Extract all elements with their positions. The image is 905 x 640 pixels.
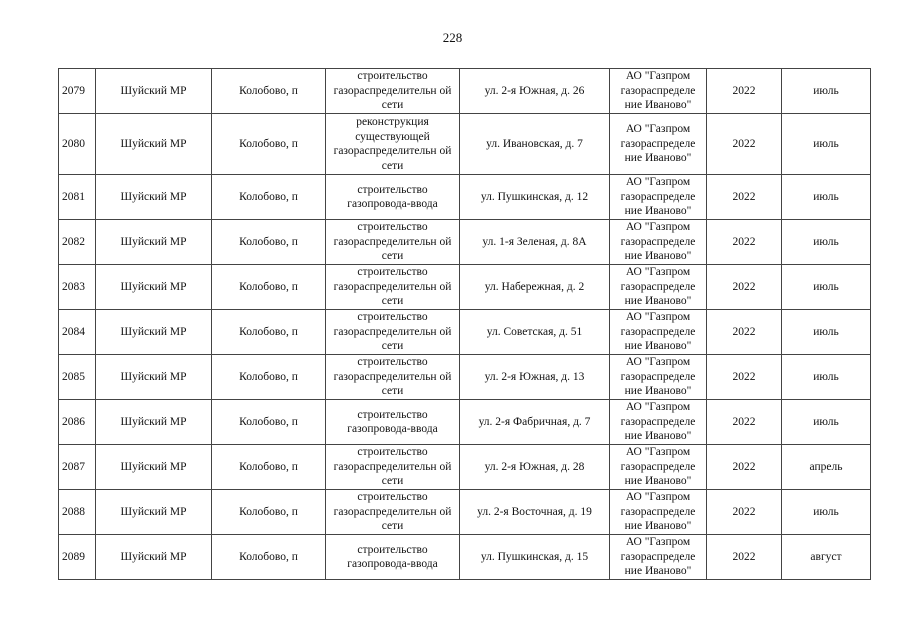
table-row (59, 220, 871, 265)
address-cell: ул. Пушкинская, д. 12 (460, 175, 610, 220)
work-type-cell: строительство газопровода-ввода (326, 400, 460, 445)
year-cell: 2022 (707, 220, 782, 265)
district-cell: Шуйский МР (96, 310, 212, 355)
organization-cell: АО "Газпром газораспределе ние Иваново" (610, 445, 707, 490)
work-type-cell: строительство газораспределительн ой сети (326, 445, 460, 490)
work-type-cell: строительство газораспределительн ой сети (326, 265, 460, 310)
district-cell: Шуйский МР (96, 445, 212, 490)
work-type-cell: строительство газораспределительн ой сети (326, 220, 460, 265)
address-cell: ул. Советская, д. 51 (460, 310, 610, 355)
year-cell: 2022 (707, 310, 782, 355)
address-cell: ул. Ивановская, д. 7 (460, 114, 610, 175)
district-cell: Шуйский МР (96, 490, 212, 535)
month-cell: июль (782, 220, 871, 265)
month-cell: июль (782, 310, 871, 355)
locality-cell: Колобово, п (212, 220, 326, 265)
work-type-cell: строительство газораспределительн ой сети (326, 69, 460, 114)
row-number: 2084 (59, 310, 96, 355)
month-cell: июль (782, 114, 871, 175)
year-cell: 2022 (707, 175, 782, 220)
address-cell: ул. 1-я Зеленая, д. 8А (460, 220, 610, 265)
table-row (59, 400, 871, 445)
table-row (59, 175, 871, 220)
locality-cell: Колобово, п (212, 265, 326, 310)
table-row (59, 490, 871, 535)
organization-cell: АО "Газпром газораспределе ние Иваново" (610, 355, 707, 400)
work-type-cell: реконструкция существующей газораспределительн ой сети (326, 114, 460, 175)
organization-cell: АО "Газпром газораспределе ние Иваново" (610, 114, 707, 175)
address-cell: ул. 2-я Южная, д. 13 (460, 355, 610, 400)
locality-cell: Колобово, п (212, 400, 326, 445)
year-cell: 2022 (707, 535, 782, 580)
work-type-cell: строительство газопровода-ввода (326, 535, 460, 580)
year-cell: 2022 (707, 265, 782, 310)
month-cell: июль (782, 400, 871, 445)
row-number: 2088 (59, 490, 96, 535)
page-number: 228 (442, 30, 463, 45)
address-cell: ул. 2-я Южная, д. 26 (460, 69, 610, 114)
organization-cell: АО "Газпром газораспределе ние Иваново" (610, 310, 707, 355)
row-number: 2081 (59, 175, 96, 220)
month-cell: июль (782, 175, 871, 220)
month-cell: июль (782, 355, 871, 400)
district-cell: Шуйский МР (96, 355, 212, 400)
work-type-cell: строительство газораспределительн ой сети (326, 310, 460, 355)
organization-cell: АО "Газпром газораспределе ние Иваново" (610, 175, 707, 220)
gasification-table (58, 68, 871, 580)
year-cell: 2022 (707, 490, 782, 535)
district-cell: Шуйский МР (96, 69, 212, 114)
district-cell: Шуйский МР (96, 114, 212, 175)
table-row (59, 355, 871, 400)
organization-cell: АО "Газпром газораспределе ние Иваново" (610, 400, 707, 445)
locality-cell: Колобово, п (212, 445, 326, 490)
month-cell: август (782, 535, 871, 580)
row-number: 2086 (59, 400, 96, 445)
year-cell: 2022 (707, 69, 782, 114)
locality-cell: Колобово, п (212, 175, 326, 220)
locality-cell: Колобово, п (212, 535, 326, 580)
work-type-cell: строительство газораспределительн ой сети (326, 490, 460, 535)
district-cell: Шуйский МР (96, 535, 212, 580)
row-number: 2085 (59, 355, 96, 400)
organization-cell: АО "Газпром газораспределе ние Иваново" (610, 220, 707, 265)
table-row (59, 535, 871, 580)
table-row (59, 310, 871, 355)
locality-cell: Колобово, п (212, 114, 326, 175)
year-cell: 2022 (707, 114, 782, 175)
month-cell: апрель (782, 445, 871, 490)
address-cell: ул. Набережная, д. 2 (460, 265, 610, 310)
address-cell: ул. 2-я Южная, д. 28 (460, 445, 610, 490)
address-cell: ул. 2-я Восточная, д. 19 (460, 490, 610, 535)
year-cell: 2022 (707, 355, 782, 400)
table-row (59, 265, 871, 310)
organization-cell: АО "Газпром газораспределе ние Иваново" (610, 490, 707, 535)
month-cell: июль (782, 490, 871, 535)
organization-cell: АО "Газпром газораспределе ние Иваново" (610, 535, 707, 580)
work-type-cell: строительство газопровода-ввода (326, 175, 460, 220)
table-body (59, 69, 871, 580)
row-number: 2087 (59, 445, 96, 490)
district-cell: Шуйский МР (96, 400, 212, 445)
district-cell: Шуйский МР (96, 220, 212, 265)
row-number: 2080 (59, 114, 96, 175)
address-cell: ул. 2-я Фабричная, д. 7 (460, 400, 610, 445)
organization-cell: АО "Газпром газораспределе ние Иваново" (610, 265, 707, 310)
row-number: 2079 (59, 69, 96, 114)
district-cell: Шуйский МР (96, 175, 212, 220)
row-number: 2083 (59, 265, 96, 310)
table-row (59, 69, 871, 114)
locality-cell: Колобово, п (212, 310, 326, 355)
locality-cell: Колобово, п (212, 490, 326, 535)
district-cell: Шуйский МР (96, 265, 212, 310)
row-number: 2082 (59, 220, 96, 265)
locality-cell: Колобово, п (212, 355, 326, 400)
month-cell: июль (782, 69, 871, 114)
address-cell: ул. Пушкинская, д. 15 (460, 535, 610, 580)
table-row (59, 114, 871, 175)
work-type-cell: строительство газораспределительн ой сети (326, 355, 460, 400)
year-cell: 2022 (707, 445, 782, 490)
locality-cell: Колобово, п (212, 69, 326, 114)
row-number: 2089 (59, 535, 96, 580)
month-cell: июль (782, 265, 871, 310)
organization-cell: АО "Газпром газораспределе ние Иваново" (610, 69, 707, 114)
year-cell: 2022 (707, 400, 782, 445)
table-row (59, 445, 871, 490)
